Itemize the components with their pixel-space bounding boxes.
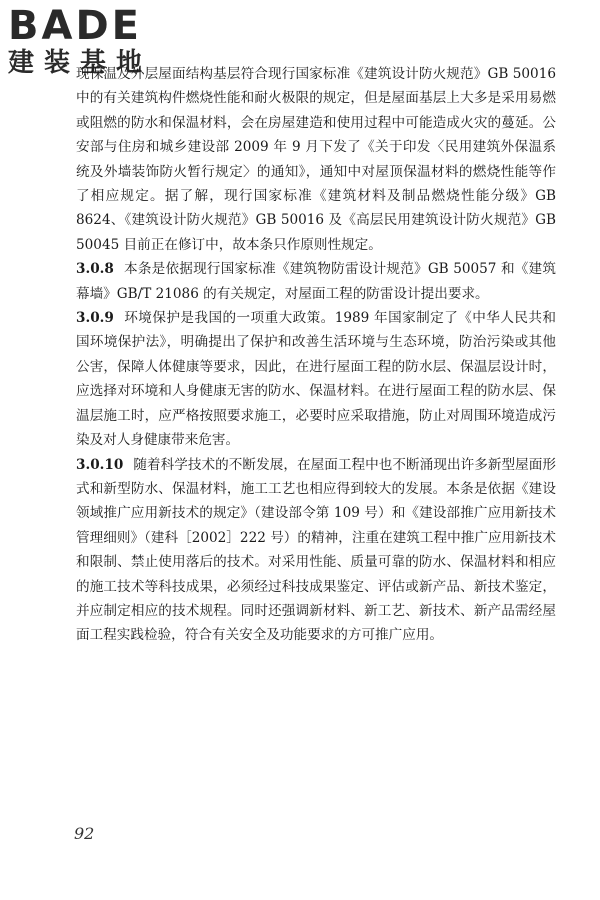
- page-body: [76, 62, 556, 648]
- clause-3-0-10: [76, 453, 556, 648]
- clause-text: 环境保护是我国的一项重大政策。1989 年国家制定了《中华人民共和国环境保护法》，明确提出了保护和改善生活环境与生态环境，防治污染或其他公害，保障人体健康等要求，因此，在进行屋面工程的防水层、保温层设计时，应选择对环境和人身健康无害的防水、保温材料。在进行屋面工程的防水层、保温层施工时，应严格按照要求施工，必要时应采取措施，防止对周围环境造成污染及对人身健康带来危害。: [76, 310, 556, 449]
- clause-number: 3.0.8: [76, 261, 114, 278]
- paragraph-continuation: [76, 62, 556, 257]
- paragraph-text: 现保温及外层屋面结构基层符合现行国家标准《建筑设计防火规范》GB 50016 中的有关建筑构件燃烧性能和耐火极限的规定，但是屋面基层上大多是采用易燃或阻燃的防水和保温材料，会在房屋建造和使用过程中可能造成火灾的蔓延。公安部与住房和城乡建设部 2009 年 9 月下发了《关于印发〈民用建筑外保温系统及外墙装饰防火暂行规定〉的通知》，通知中对屋顶保温材料的燃烧性能等作了相应规定。据了解，现行国家标准《建筑材料及制品燃烧性能分级》GB 8624、《建筑设计防火规范》GB 50016 及《高层民用建筑设计防火规范》GB 50045 目前正在修订中，故本条只作原则性规定。: [76, 66, 556, 253]
- clause-3-0-8: [76, 257, 556, 306]
- clause-3-0-9: [76, 306, 556, 452]
- clause-text: 本条是依据现行国家标准《建筑物防雷设计规范》GB 50057 和《建筑幕墙》GB/T 21086 的有关规定，对屋面工程的防雷设计提出要求。: [76, 261, 556, 302]
- clause-number: 3.0.10: [76, 456, 124, 473]
- logo-latin-text: BADE: [8, 3, 142, 49]
- logo-cjk-text: 建装基地: [8, 48, 153, 78]
- clause-text: 随着科学技术的不断发展，在屋面工程中也不断涌现出许多新型屋面形式和新型防水、保温材料，施工工艺也相应得到较大的发展。本条是依据《建设领域推广应用新技术的规定》（建设部令第 109 号）和《建设部推广应用新技术管理细则》（建科［2002］222 号）的精神，注重在建筑工程中推广应用新技术和限制、禁止使用落后的技术。对采用性能、质量可靠的防水、保温材料和相应的施工技术等科技成果，必须经过科技成果鉴定、评估或新产品、新技术鉴定，并应制定相应的技术规程。同时还强调新材料、新工艺、新技术、新产品需经屋面工程实践检验，符合有关安全及功能要求的方可推广应用。: [76, 456, 556, 644]
- clause-number: 3.0.9: [76, 310, 114, 327]
- page-number: 92: [74, 824, 95, 843]
